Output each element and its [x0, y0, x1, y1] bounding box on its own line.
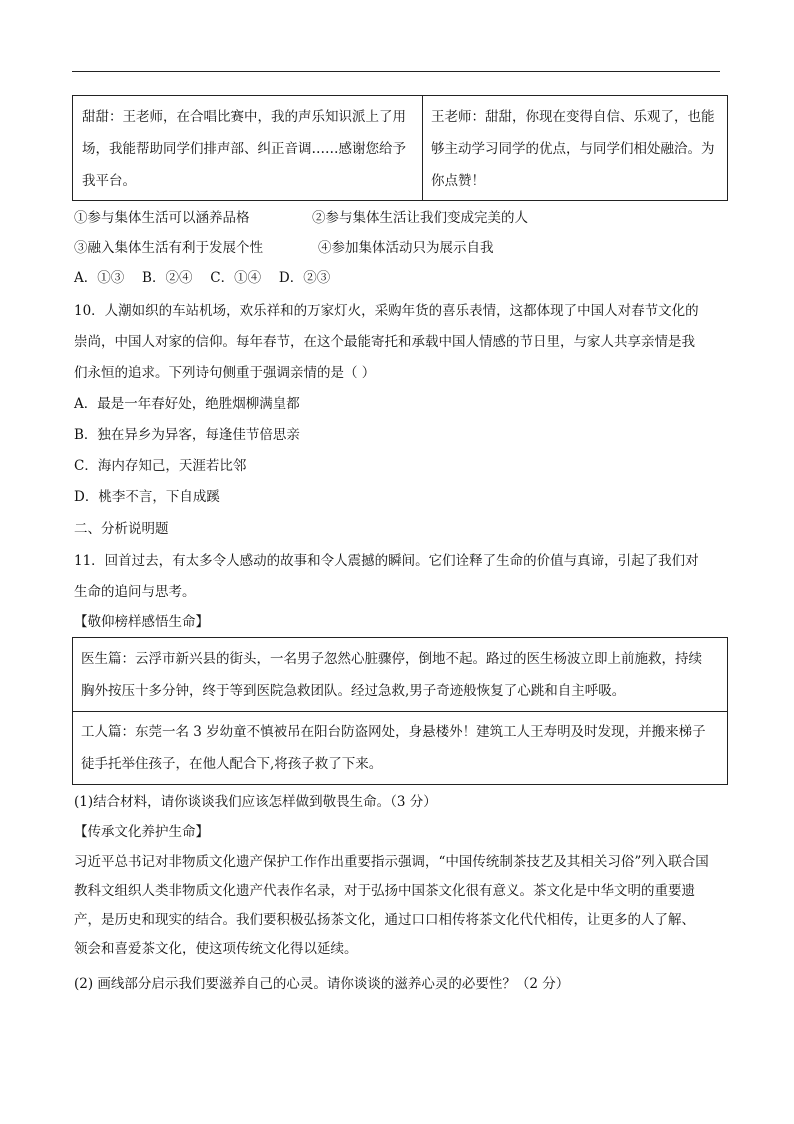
dialog-left-cell — [82, 101, 417, 197]
tea-para-line: 教科文组织人类非物质文化遗产代表作名录，对于弘扬中国茶文化很有意义。茶文化是中华文明的重要遗 — [74, 883, 695, 899]
q9-option-3: ③融入集体生活有利于发展个性 — [74, 240, 263, 256]
doctor-story-line: 医生篇：云浮市新兴县的街头，一名男子忽然心脏骤停，倒地不起。路过的医生杨波立即上前施救，持续 — [81, 651, 702, 667]
q9-option-1: ①参与集体生活可以涵养品格 — [74, 210, 250, 226]
table-divider — [422, 96, 423, 200]
doctor-story-line: 胸外按压十多分钟，终于等到医院急救团队。经过急救,男子奇迹般恢复了心跳和自主呼吸。 — [81, 683, 626, 699]
dialog-left-line: 甜甜：王老师，在合唱比赛中，我的声乐知识派上了用 — [82, 109, 406, 125]
doctor-story — [81, 643, 721, 707]
header-rule — [72, 71, 720, 72]
tea-culture-paragraph — [74, 848, 709, 964]
q11-subsection-title: 【敬仰榜样感悟生命】 — [74, 614, 209, 630]
dialog-left-line: 我平台。 — [82, 173, 136, 189]
q11-sub-question-2: (2) 画线部分启示我们要滋养自己的心灵。请你谈谈的滋养心灵的必要性？（2 分） — [74, 976, 570, 992]
material-box — [72, 637, 728, 785]
q10-option-c: C．海内存知己，天涯若比邻 — [74, 458, 247, 474]
dialog-right-cell — [431, 101, 726, 197]
section-heading: 二、分析说明题 — [74, 521, 169, 537]
tea-para-line: 习近平总书记对非物质文化遗产保护工作作出重要指示强调，“中国传统制茶技艺及其相关习俗”列入联合国 — [74, 854, 709, 870]
q9-option-4: ④参加集体活动只为展示自我 — [318, 240, 494, 256]
q10-stem-line: 们永恒的追求。下列诗句侧重于强调亲情的是（ ） — [74, 365, 376, 381]
worker-story — [81, 716, 721, 780]
tea-para-line: 领会和喜爱茶文化，使这项传统文化得以延续。 — [74, 941, 358, 957]
dialog-left-line: 场，我能帮助同学们排声部、纠正音调……感谢您给予 — [82, 141, 406, 157]
tea-para-line: 产，是历史和现实的结合。我们要积极弘扬茶文化，通过口口相传将茶文化代代相传，让更多的人了解、 — [74, 912, 695, 928]
q9-option-2: ②参与集体生活让我们变成完美的人 — [312, 210, 528, 226]
q10-stem-line: 崇尚，中国人对家的信仰。每年春节，在这个最能寄托和承载中国人情感的节日里，与家人共享亲情是我 — [74, 334, 695, 350]
dialog-table — [72, 95, 728, 201]
q10-stem-line: 10．人潮如织的车站机场，欢乐祥和的万家灯火，采购年货的喜乐表情，这都体现了中国人对春节文化的 — [74, 303, 699, 319]
q11-stem-line: 生命的追问与思考。 — [74, 584, 196, 600]
q10-option-d: D．桃李不言，下自成蹊 — [74, 489, 220, 505]
q11-stem-line: 11．回首过去，有太多令人感动的故事和令人震撼的瞬间。它们诠释了生命的价值与真谛，引起了我们对 — [74, 553, 699, 569]
q10-option-a: A．最是一年春好处，绝胜烟柳满皇都 — [74, 396, 300, 412]
q11-subsection-title: 【传承文化养护生命】 — [74, 824, 209, 840]
q9-choices: A．①③ B．②④ C．①④ D．②③ — [74, 270, 331, 286]
worker-story-line: 工人篇：东莞一名 3 岁幼童不慎被吊在阳台防盗网处，身悬楼外！建筑工人王寿明及时发现，并搬来梯子 — [81, 724, 706, 740]
dialog-right-line: 够主动学习同学的优点，与同学们相处融洽。为 — [431, 141, 715, 157]
worker-story-line: 徒手托举住孩子，在他人配合下,将孩子救了下来。 — [81, 756, 383, 772]
q11-sub-question-1: (1)结合材料，请你谈谈我们应该怎样做到敬畏生命。（3 分） — [74, 794, 437, 810]
material-divider — [73, 711, 727, 712]
q10-option-b: B．独在异乡为异客，每逢佳节倍思亲 — [74, 427, 300, 443]
dialog-right-line: 王老师：甜甜，你现在变得自信、乐观了，也能 — [431, 109, 715, 125]
dialog-right-line: 你点赞！ — [431, 173, 485, 189]
